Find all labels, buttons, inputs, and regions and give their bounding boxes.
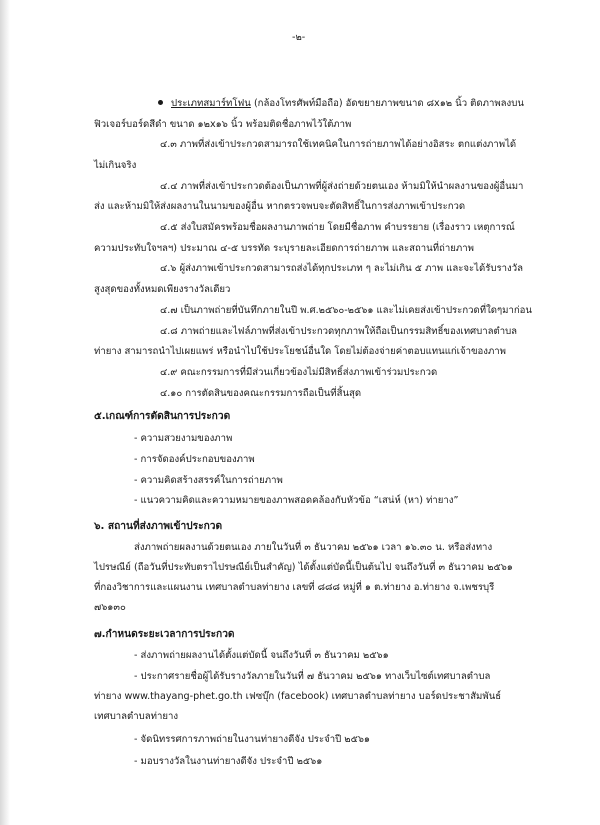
- smartphone-item-line: [158, 97, 524, 111]
- text-line: ๗๖๑๓๐: [94, 602, 126, 613]
- section-7-heading: ๗.กำหนดระยะเวลาการประกวด: [94, 629, 235, 640]
- text-line: ท่ายาง www.thayang-phet.go.th เฟซบุ๊ก (facebook) เทศบาลตำบลท่ายาง บอร์ดประชาสัมพันธ์: [94, 691, 502, 702]
- section-6-heading: ๖. สถานที่ส่งภาพเข้าประกวด: [94, 521, 223, 532]
- rule-4-3: ๔.๓ ภาพที่ส่งเข้าประกวดสามารถใช้เทคนิคในการถ่ายภาพได้อย่างอิสระ ตกแต่งภาพได้: [160, 139, 517, 150]
- scan-edge-shadow: [0, 0, 10, 825]
- rule-4-7: ๔.๗ เป็นภาพถ่ายที่บันทึกภายในปี พ.ศ.๒๕๖๐-๒๕๖๑ และไม่เคยส่งเข้าประกวดที่ใดๆมาก่อน: [160, 305, 532, 316]
- rule-4-9: ๔.๙ คณะกรรมการที่มีส่วนเกี่ยวข้องไม่มีสิทธิ์ส่งภาพเข้าร่วมประกวด: [160, 367, 438, 378]
- text-line: ไปรษณีย์ (ถือวันที่ประทับตราไปรษณีย์เป็นสำคัญ) ได้ตั้งแต่บัดนี้เป็นต้นไป จนถึงวันที่ ๓ ธันวาคม ๒๕๖๑: [94, 562, 513, 573]
- criteria-item: - ความคิดสร้างสรรค์ในการถ่ายภาพ: [134, 475, 283, 486]
- criteria-item: - การจัดองค์ประกอบของภาพ: [134, 454, 255, 465]
- section-5-heading: ๕.เกณฑ์การตัดสินการประกวด: [94, 411, 231, 422]
- timeline-item: - ประกาศรายชื่อผู้ได้รับรางวัลภายในวันที่ ๗ ธันวาคม ๒๕๖๑ ทางเว็บไซต์เทศบาลตำบล: [134, 671, 491, 682]
- text-line: ไม่เกินจริง: [94, 160, 137, 171]
- text-line: ความประทับใจฯลฯ) ประมาณ ๔-๕ บรรทัด ระบุรายละเอียดการถ่ายภาพ และสถานที่ถ่ายภาพ: [94, 243, 474, 254]
- timeline-item: - จัดนิทรรศการภาพถ่ายในงานท่ายางดีจัง ประจำปี ๒๕๖๑: [134, 734, 371, 745]
- rule-4-6: ๔.๖ ผู้ส่งภาพเข้าประกวดสามารถส่งได้ทุกประเภท ๆ ละไม่เกิน ๕ ภาพ และจะได้รับรางวัล: [160, 263, 523, 274]
- smartphone-item-text: (กล้องโทรศัพท์มือถือ) อัดขยายภาพขนาด ๘x๑๒ นิ้ว ติดภาพลงบน: [253, 98, 524, 109]
- text-line: ส่ง และห้ามมิให้ส่งผลงานในนามของผู้อื่น หากตรวจพบจะตัดสิทธิ์ในการส่งภาพเข้าประกวด: [94, 201, 466, 212]
- text-line: เทศบาลตำบลท่ายาง: [94, 711, 179, 722]
- text-line: ฟิวเจอร์บอร์ดสีดำ ขนาด ๑๒x๑๖ นิ้ว พร้อมติดชื่อภาพไว้ใต้ภาพ: [94, 119, 352, 130]
- page-number: -๒-: [292, 32, 306, 43]
- criteria-item: - แนวความคิดและความหมายของภาพสอดคล้องกับหัวข้อ “เสน่ห์ (หา) ท่ายาง”: [134, 495, 459, 506]
- timeline-item: - ส่งภาพถ่ายผลงานได้ตั้งแต่บัดนี้ จนถึงวันที่ ๓ ธันวาคม ๒๕๖๑: [134, 650, 389, 661]
- rule-4-4: ๔.๔ ภาพที่ส่งเข้าประกวดต้องเป็นภาพที่ผู้ส่งถ่ายด้วยตนเอง ห้ามมิให้นำผลงานของผู้อื่นมา: [160, 181, 524, 192]
- rule-4-5: ๔.๕ ส่งใบสมัครพร้อมชื่อผลงานภาพถ่าย โดยมีชื่อภาพ คำบรรยาย (เรื่องราว เหตุการณ์: [160, 222, 515, 233]
- rule-4-8: ๔.๘ ภาพถ่ายและไฟล์ภาพที่ส่งเข้าประกวดทุกภาพให้ถือเป็นกรรมสิทธิ์ของเทศบาลตำบล: [160, 326, 518, 337]
- text-line: สูงสุดของทั้งหมดเพียงรางวัลเดียว: [94, 284, 231, 295]
- bullet-icon: [158, 100, 163, 105]
- text-line: ส่งภาพถ่ายผลงานด้วยตนเอง ภายในวันที่ ๓ ธันวาคม ๒๕๖๑ เวลา ๑๖.๓๐ น. หรือส่งทาง: [134, 542, 493, 553]
- timeline-item: - มอบรางวัลในงานท่ายางดีจัง ประจำปี ๒๕๖๑: [134, 756, 323, 767]
- criteria-item: - ความสวยงามของภาพ: [134, 433, 233, 444]
- rule-4-10: ๔.๑๐ การตัดสินของคณะกรรมการถือเป็นที่สิ้นสุด: [160, 388, 362, 399]
- smartphone-category-label: ประเภทสมาร์ทโฟน: [171, 98, 251, 109]
- text-line: ท่ายาง สามารถนำไปเผยแพร่ หรือนำไปใช้ประโยชน์อื่นใด โดยไม่ต้องจ่ายค่าตอบแทนแก่เจ้าของภาพ: [94, 346, 507, 357]
- text-line: ที่กองวิชาการและแผนงาน เทศบาลตำบลท่ายาง เลขที่ ๘๘๘ หมู่ที่ ๑ ต.ท่ายาง อ.ท่ายาง จ.เพชรบุรี: [94, 582, 495, 593]
